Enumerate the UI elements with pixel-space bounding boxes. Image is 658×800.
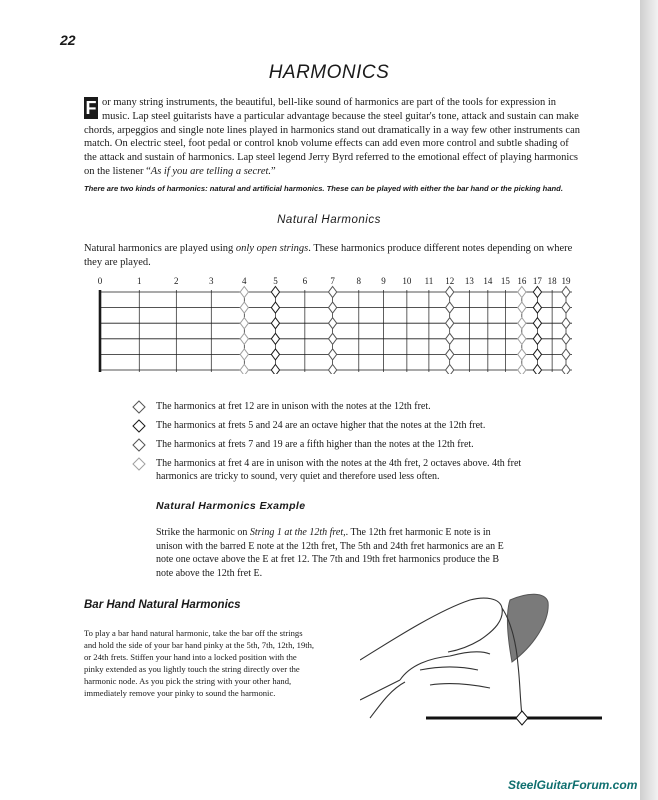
natural-emphasis: only open strings <box>235 243 309 254</box>
harmonic-diamond-marker <box>328 302 336 313</box>
fret-number-label: 9 <box>381 276 386 286</box>
fret-number-label: 14 <box>483 276 493 286</box>
harmonic-diamond-marker <box>446 349 454 360</box>
hand-illustration <box>360 590 610 730</box>
diamond-icon <box>132 438 146 452</box>
harmonic-diamond-marker <box>533 365 541 375</box>
harmonic-diamond-marker <box>328 349 336 360</box>
fret-number-label: 1 <box>137 276 142 286</box>
harmonic-diamond-marker <box>271 333 279 344</box>
fret-number-label: 18 <box>547 276 557 286</box>
legend-text: The harmonics at fret 4 are in unison with the notes at the 4th fret, 2 octaves above. 4th fret harmonics are tricky to sound, very quiet and therefore used less often. <box>156 458 522 482</box>
harmonic-diamond-marker <box>240 333 248 344</box>
fret-number-label: 6 <box>302 276 308 286</box>
fret-number-label: 16 <box>517 276 527 286</box>
harmonic-diamond-marker <box>271 302 279 313</box>
harmonic-diamond-marker <box>562 349 570 360</box>
natural-text-end: . These harmonics produce different notes depending on where they are played. <box>84 243 573 268</box>
legend-text: The harmonics at frets 7 and 19 are a fifth higher than the notes at the 12th fret. <box>156 439 474 450</box>
harmonic-diamond-marker <box>562 302 570 313</box>
harmonic-diamond-marker <box>328 287 336 298</box>
example-heading: Natural Harmonics Example <box>156 500 306 512</box>
harmonic-diamond-marker <box>446 365 454 375</box>
harmonic-diamond-marker <box>562 318 570 329</box>
example-text: Strike the harmonic on <box>156 527 250 538</box>
fret-number-label: 3 <box>209 276 214 286</box>
intro-paragraph <box>84 96 582 179</box>
bar-hand-heading: Bar Hand Natural Harmonics <box>84 599 241 611</box>
page-edge <box>640 0 658 800</box>
fret-number-label: 15 <box>500 276 510 286</box>
diamond-icon <box>132 457 146 471</box>
fret-number-label: 19 <box>561 276 571 286</box>
harmonic-diamond-marker <box>533 287 541 298</box>
natural-harmonics-paragraph <box>84 242 582 270</box>
harmonic-diamond-marker <box>562 365 570 375</box>
fret-number-label: 0 <box>97 276 103 286</box>
harmonic-diamond-marker <box>240 318 248 329</box>
harmonic-diamond-marker <box>533 302 541 313</box>
drop-cap: F <box>85 98 97 118</box>
harmonic-diamond-marker <box>271 287 279 298</box>
diamond-icon <box>132 419 146 433</box>
harmonic-diamond-marker <box>271 349 279 360</box>
harmonic-diamond-marker <box>533 318 541 329</box>
legend-text: The harmonics at fret 12 are in unison with the notes at the 12th fret. <box>156 401 431 412</box>
harmonic-diamond-marker <box>518 318 526 329</box>
fret-number-label: 7 <box>330 276 335 286</box>
diamond-icon <box>132 400 146 414</box>
fret-number-label: 12 <box>445 276 455 286</box>
harmonic-diamond-marker <box>562 333 570 344</box>
harmonic-diamond-marker <box>446 302 454 313</box>
harmonic-diamond-marker <box>240 302 248 313</box>
harmonic-diamond-marker <box>240 349 248 360</box>
fret-number-label: 11 <box>424 276 434 286</box>
harmonics-kinds-note: There are two kinds of harmonics: natural and artificial harmonics. These can be played with either the bar hand or the picking hand. <box>84 184 563 193</box>
page-title: HARMONICS <box>268 62 390 83</box>
harmonic-diamond-marker <box>328 365 336 375</box>
harmonic-diamond-marker <box>446 318 454 329</box>
harmonic-node-diamond <box>516 711 528 725</box>
harmonic-diamond-marker <box>518 365 526 375</box>
legend-text: The harmonics at frets 5 and 24 are an octave higher that the notes at the 12th fret. <box>156 420 486 431</box>
harmonic-diamond-marker <box>328 333 336 344</box>
harmonic-diamond-marker <box>518 349 526 360</box>
hand-outline <box>360 598 522 718</box>
harmonic-diamond-marker <box>328 318 336 329</box>
harmonic-diamond-marker <box>271 365 279 375</box>
fretboard-diagram <box>86 274 576 374</box>
intro-text: or many string instruments, the beautiful, bell-like sound of harmonics are part of the tools for expression in music. Lap steel guitarists have a particular advantage because the steel guitar's tone, attack and sustain can make chords, arpeggios and single note lines played in harmonics stand out dramatically in a way few other instruments can match. On electric steel, foot pedal or control knob volume effects can add even more control and subtle shading of the attack and sustain of harmonics. Lap steel legend Jerry Byrd referred to the emotional effect of playing harmonics on the listener “ <box>84 97 580 177</box>
natural-harmonics-heading: Natural Harmonics <box>277 214 381 226</box>
steel-bar-shape <box>507 594 548 662</box>
bar-hand-paragraph: To play a bar hand natural harmonic, take the bar off the strings and hold the side of your bar hand pinky at the 5th, 7th, 12th, 19th, or 24th frets. Stiffen your hand into a locked position with the pinky extended as you lightly touch the string directly over the harmonic node. As you pick the string with your other hand, immediately remove your pinky to sound the harmonic. <box>84 628 315 698</box>
harmonic-diamond-marker <box>240 287 248 298</box>
intro-quote-end: ” <box>271 165 276 177</box>
harmonic-diamond-marker <box>562 287 570 298</box>
harmonic-diamond-marker <box>446 333 454 344</box>
intro-quote: As if you are telling a secret. <box>150 165 272 177</box>
harmonic-diamond-marker <box>518 333 526 344</box>
example-emphasis: String 1 at the 12th fret <box>249 527 344 538</box>
fret-number-label: 17 <box>532 276 542 286</box>
example-paragraph <box>156 526 516 580</box>
fret-number-label: 8 <box>356 276 362 286</box>
harmonic-diamond-marker <box>240 365 248 375</box>
harmonic-diamond-marker <box>533 349 541 360</box>
harmonic-diamond-marker <box>518 302 526 313</box>
fret-number-label: 5 <box>273 276 278 286</box>
harmonic-diamond-marker <box>446 287 454 298</box>
forum-watermark: SteelGuitarForum.com <box>508 778 638 792</box>
harmonic-diamond-marker <box>518 287 526 298</box>
fret-number-label: 10 <box>402 276 412 286</box>
harmonic-diamond-marker <box>271 318 279 329</box>
harmonic-diamond-marker <box>533 333 541 344</box>
fret-number-label: 2 <box>174 276 179 286</box>
page-number: 22 <box>60 32 76 48</box>
fret-number-label: 13 <box>464 276 474 286</box>
fret-number-label: 4 <box>242 276 247 286</box>
example-text-end: ,. The 12th fret harmonic E note is in unison with the barred E note at the 12th fret, The 5th and 24th fret harmonics are an E note one octave above the E at fret 12. The 7th and 19th fret harmonics produce the B note above the 12th fret E. <box>156 527 504 579</box>
natural-text: Natural harmonics are played using <box>84 243 236 254</box>
